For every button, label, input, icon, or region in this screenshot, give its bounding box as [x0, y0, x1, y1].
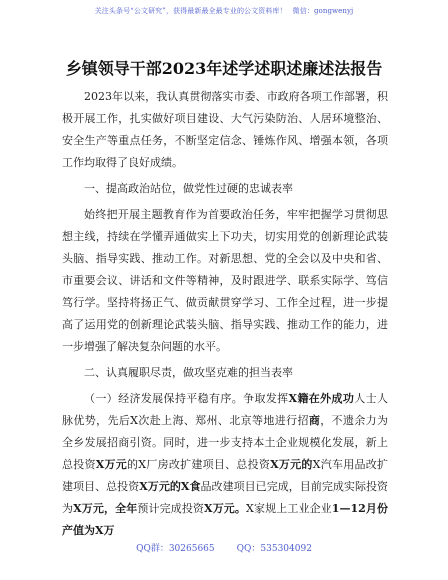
text-run: 预计完成投资 [137, 502, 205, 515]
bold-run: 商 [308, 414, 321, 427]
bold-run: X籍在外成功 [288, 392, 355, 405]
bold-run: X万元的 [270, 458, 313, 471]
intro-paragraph: 2023年以来，我认真贯彻落实市委、市政府各项工作部署，积极开展工作，扎实做好项目建设、大气污染防治、人居环境整治、安全生产等重点任务，不断坚定信念、锤炼作风、增强本领，各项工作均取得了良好成绩。 [62, 90, 388, 169]
text-run: （一）经济发展保持平稳有序。争取发挥 [84, 392, 289, 405]
text-run: 人士人脉优势，先后X次赴上海、郑州、北京等地进行招 [62, 392, 388, 427]
section-1-paragraph: 始终把开展主题教育作为首要政治任务，牢牢把握学习贯彻思想主线，持续在学懂弄通做实上下功夫，切实用党的创新理论武装头脑、指导实践、推动工作。对新思想、党的全会以及中央和省、市重要会议、讲话和文件等精神，及时跟进学、联系实际学、笃信笃行学。坚持将扬正气、做贡献贯穿学习、工作全过程，进一步提高了运用党的创新理论武装头脑、指导实践、推动工作的能力，进一步增强了解决复杂问题的水平。 [62, 208, 388, 353]
banner-promo-text: 关注头条号“公文研究”，获得最新最全最专业的公文资料库！ [94, 7, 287, 15]
bold-run: X万元 [95, 458, 128, 471]
section-1-heading: 一、提高政治站位，做党性过硬的忠诚表率 [84, 182, 293, 195]
text-run: X汽车用品改扩建项目、总投资 [62, 458, 388, 493]
top-banner [0, 6, 448, 16]
text-run: 品改建项目已完成，目前完成实际投资为 [62, 480, 389, 515]
bold-run: 1—12月份产值为X万 [62, 502, 388, 537]
section-2-heading: 二、认真履职尽责，做攻坚克难的担当表率 [84, 366, 293, 379]
bold-run: X万元。 [204, 502, 247, 515]
bold-run: X万元的X食 [139, 480, 201, 493]
section-2-paragraph-1 [62, 388, 388, 542]
document-title: 乡镇领导干部2023年述学述职述廉述法报告 [65, 59, 383, 78]
bottom-footer [0, 541, 448, 554]
text-run: 的X厂房改扩建项目、总投资 [127, 458, 271, 471]
document-body [62, 86, 388, 542]
bold-run: X万元，全年 [73, 502, 138, 515]
footer-qq: QQ：535304092 [236, 544, 312, 554]
footer-qq-group: QQ群：30265665 [136, 544, 215, 554]
text-run: ，不遗余力为全乡发展招商引资。同时，进一步支持本土企业规模化发展，新上总投资 [62, 414, 389, 471]
banner-wechat-text: 微信：gongwenyj [292, 7, 354, 15]
text-run: X家规上工业企业 [246, 502, 332, 515]
